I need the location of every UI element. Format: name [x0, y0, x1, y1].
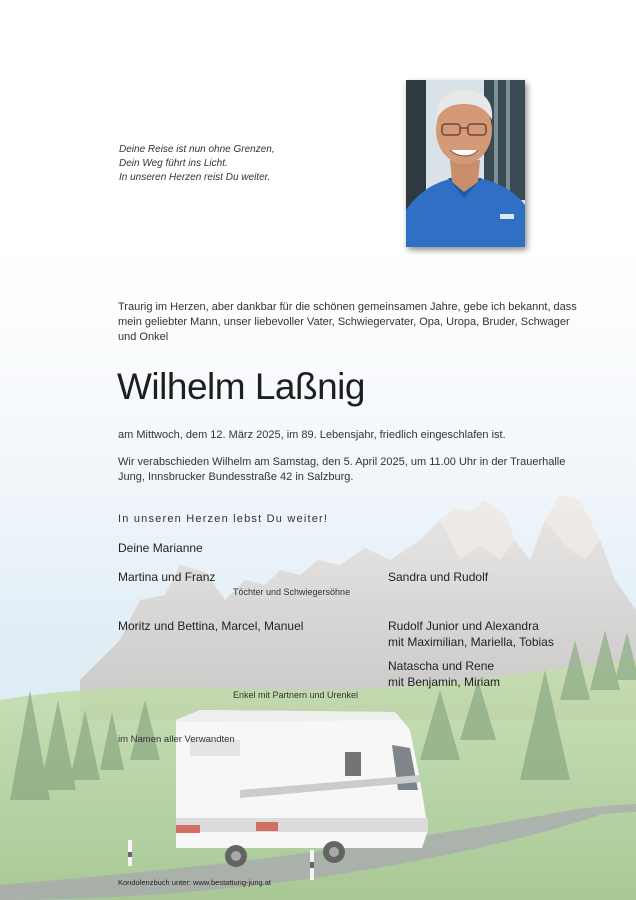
condolence-book-link[interactable]: Kondolenzbuch unter: www.bestattung-jung.at — [118, 878, 272, 887]
portrait-image — [406, 80, 525, 247]
mourner-grandchild-2: Rudolf Junior und Alexandra — [388, 619, 539, 633]
mourner-grandchild-1: Moritz und Bettina, Marcel, Manuel — [118, 619, 304, 633]
motto: In unseren Herzen lebst Du weiter! — [118, 513, 329, 525]
deceased-name: Wilhelm Laßnig — [117, 366, 365, 407]
mourner-grandchild-3: Natascha und Rene — [388, 659, 495, 673]
grandchildren-caption: Enkel mit Partnern und Urenkel — [233, 690, 359, 700]
quote-line: Deine Reise ist nun ohne Grenzen, — [119, 144, 275, 155]
funeral-details: Wir verabschieden Wilhelm am Samstag, den 5. April 2025, um 11.00 Uhr in der Trauerhalle Jung, Innsbrucker Bundesstraße 42 in Salzburg. — [118, 456, 566, 483]
mourner-grandchild-2-family: mit Maximilian, Mariella, Tobias — [388, 635, 554, 649]
mourner-daughter-1: Martina und Franz — [118, 570, 216, 584]
relatives-note: im Namen aller Verwandten — [118, 734, 235, 745]
mourner-grandchild-3-family: mit Benjamin, Miriam — [388, 675, 501, 689]
children-caption: Töchter und Schwiegersöhne — [233, 587, 351, 597]
portrait-photo — [406, 80, 525, 247]
quote-line: In unseren Herzen reist Du weiter. — [119, 172, 271, 183]
quote-line: Dein Weg führt ins Licht. — [119, 158, 228, 169]
intro-paragraph: Traurig im Herzen, aber dankbar für die schönen gemeinsamen Jahre, gebe ich bekannt, dass mein geliebter Mann, unser liebevoller Vater, Schwiegervater, Opa, Uropa, Bruder, Schwager und Onkel — [118, 301, 577, 343]
quote-block — [119, 143, 379, 185]
mourner-daughter-2: Sandra und Rudolf — [388, 570, 489, 584]
mourner-wife: Deine Marianne — [118, 541, 203, 555]
death-notice: am Mittwoch, dem 12. März 2025, im 89. Lebensjahr, friedlich eingeschlafen ist. — [118, 429, 506, 441]
